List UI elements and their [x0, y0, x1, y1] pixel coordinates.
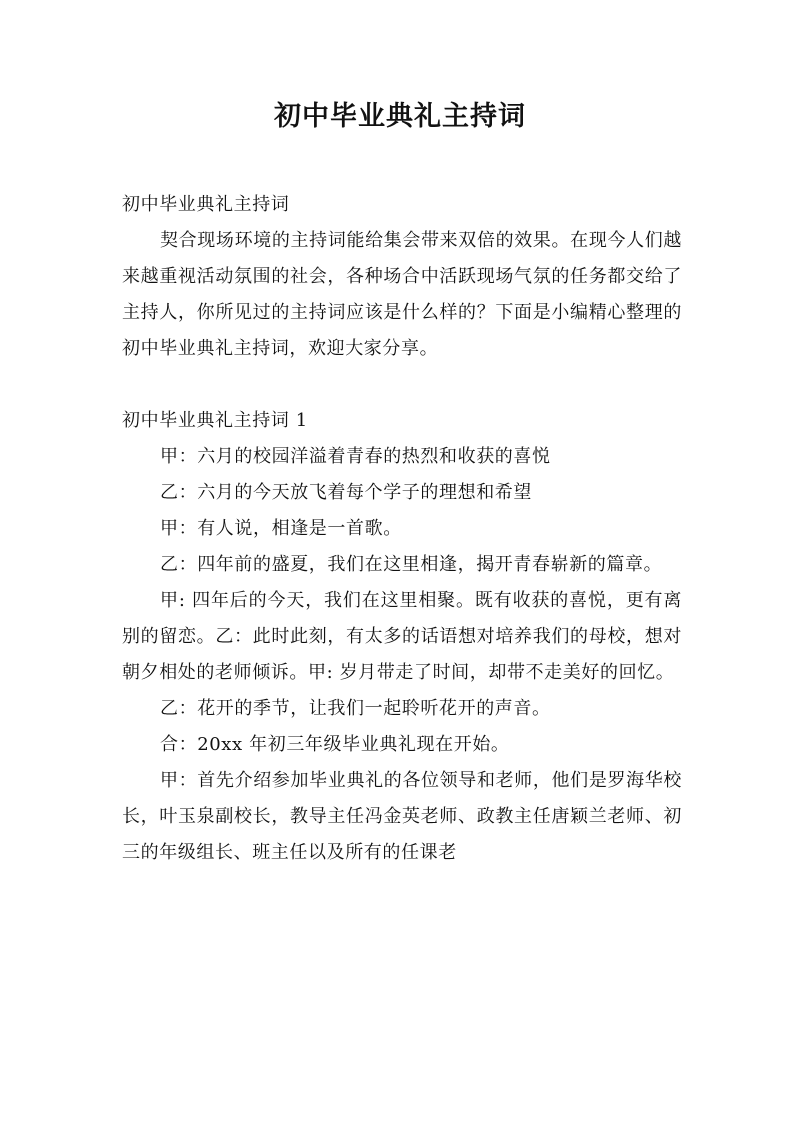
- dialogue-line: 甲：六月的校园洋溢着青春的热烈和收获的喜悦: [160, 446, 551, 467]
- paragraph-gap: [122, 367, 682, 403]
- dialogue-line: 乙：四年前的盛夏，我们在这里相逢，揭开青春崭新的篇章。: [160, 554, 663, 575]
- document-title: 初中毕业典礼主持词: [274, 101, 526, 132]
- dialogue-line: 乙：六月的今天放飞着每个学子的理想和希望: [160, 482, 532, 503]
- intro-paragraph: 契合现场环境的主持词能给集会带来双倍的效果。在现今人们越来越重视活动氛围的社会，各种场合中活跃现场气氛的任务都交给了主持人，你所见过的主持词应该是什么样的？下面是小编精心整理的初中毕业典礼主持词，欢迎大家分享。: [122, 230, 682, 359]
- dialogue-line: 甲: 四年后的今天，我们在这里相聚。既有收获的喜悦，更有离别的留恋。乙：此时此刻，有太多的话语想对培养我们的母校，想对朝夕相处的老师倾诉。甲: 岁月带走了时间，却带不走美好的回忆。: [122, 590, 682, 683]
- dialogue-line: 合：20xx 年初三年级毕业典礼现在开始。: [160, 734, 510, 755]
- document-body: [122, 187, 682, 871]
- dialogue-line: 乙：花开的季节，让我们一起聆听花开的声音。: [160, 698, 551, 719]
- intro-heading: 初中毕业典礼主持词: [122, 194, 290, 215]
- dialogue-line: 甲：首先介绍参加毕业典礼的各位领导和老师，他们是罗海华校长，叶玉泉副校长，教导主任冯金英老师、政教主任唐颖兰老师、初三的年级组长、班主任以及所有的任课老: [122, 770, 682, 863]
- section-heading: 初中毕业典礼主持词 1: [122, 410, 308, 431]
- dialogue-line: 甲：有人说，相逢是一首歌。: [160, 518, 402, 539]
